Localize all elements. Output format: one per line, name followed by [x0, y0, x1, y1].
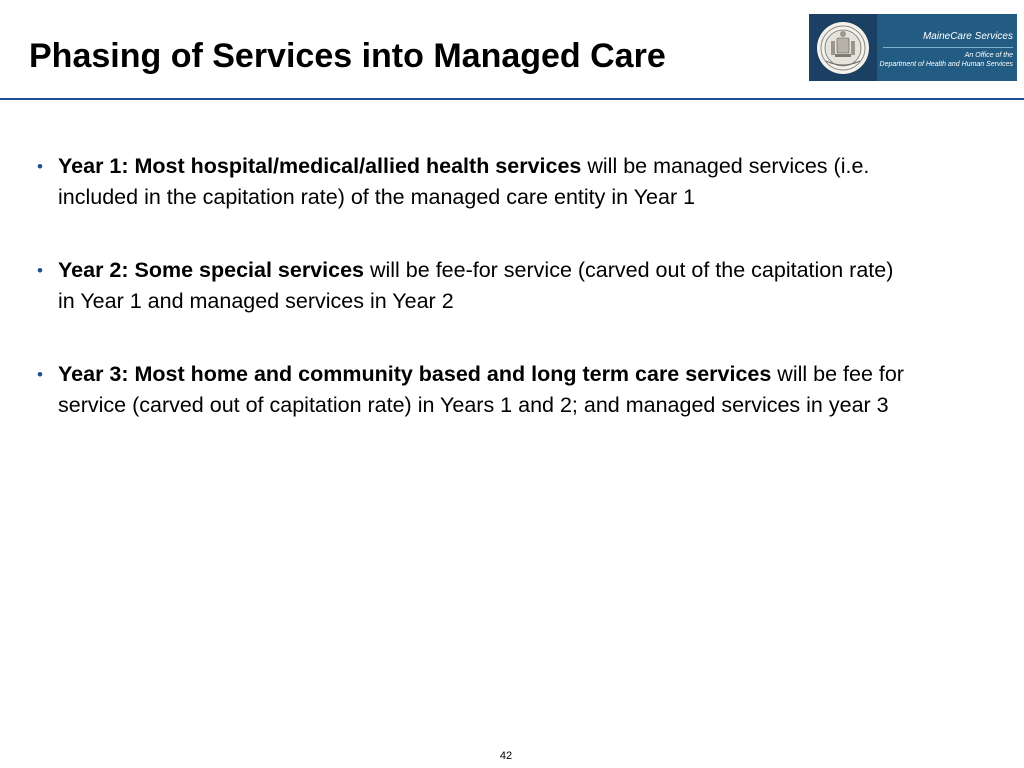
logo-subtitle-line-2: Department of Health and Human Services [879, 61, 1013, 68]
bullet-dot-icon: • [37, 365, 43, 384]
title-divider [0, 98, 1024, 100]
logo-seal-box [809, 14, 877, 81]
bullet-dot-icon: • [37, 261, 43, 280]
logo-divider [883, 47, 1013, 48]
mainecare-logo [809, 14, 1017, 81]
bullet-text: will be fee for service (carved out of capitation rate) in Years 1 and 2; and managed services in year 3 [58, 362, 904, 417]
slide-title: Phasing of Services into Managed Care [29, 37, 666, 75]
bullet-text: will be managed services (i.e. included in the capitation rate) of the managed care entity in Year 1 [58, 154, 870, 209]
bullet-item-year-3 [37, 359, 907, 421]
state-seal-icon [816, 21, 870, 75]
logo-brand-name: MaineCare Services [922, 31, 1013, 42]
bullet-lead: Year 2: Some special services [58, 258, 364, 282]
bullet-item-year-2 [37, 255, 907, 317]
bullet-lead: Year 1: Most hospital/medical/allied health services [58, 154, 582, 178]
logo-subtitle-line-1: An Office of the [964, 52, 1013, 59]
bullet-text: will be fee-for service (carved out of the capitation rate) in Year 1 and managed services in Year 2 [58, 258, 894, 313]
bullet-dot-icon: • [37, 157, 43, 176]
bullet-list [37, 151, 907, 463]
page-number: 42 [499, 750, 513, 762]
bullet-lead: Year 3: Most home and community based and long term care services [58, 362, 772, 386]
bullet-item-year-1 [37, 151, 907, 213]
logo-subtitle [877, 51, 1013, 69]
